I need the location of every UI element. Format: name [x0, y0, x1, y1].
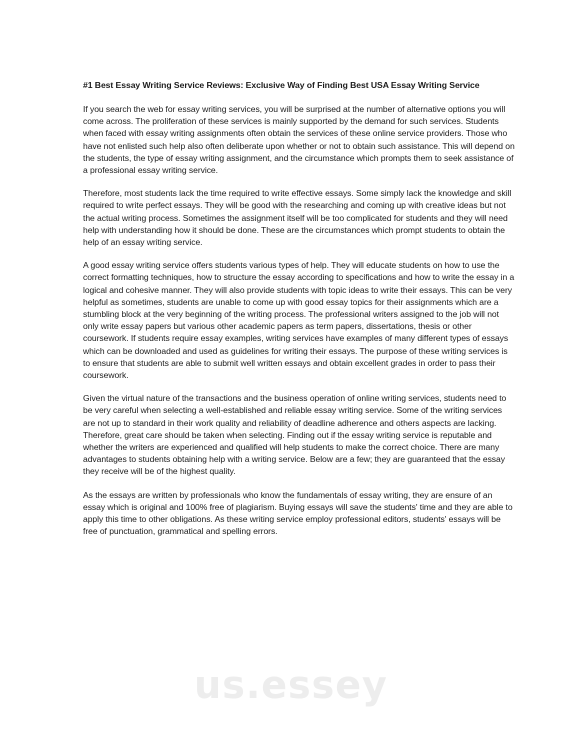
paragraph-1: If you search the web for essay writing services, you will be surprised at the number of alternative options you will come across. The proliferation of these services is mainly supported by the demand for such services. Students when faced with essay writing assignments often obtain the services of these online service providers. Those who have not enlisted such help also often deliberate upon whether or not to obtain such assistance. This will depend on the students, the type of essay writing assignment, and the circumstance which prompts them to seek assistance of a professional essay writing service.: [83, 104, 515, 176]
watermark: us.essey: [194, 663, 388, 707]
paragraph-4: Given the virtual nature of the transactions and the business operation of online writing services, students need to be very careful when selecting a well-established and reliable essay writing service. Some of the writing services are not up to standard in their work quality and reliability of deadline adherence and others aspects are lacking. Therefore, great care should be taken when selecting. Finding out if the essay writing service is reputable and whether the writers are experienced and qualified will help students to make the correct choice. There are many advantages to students obtaining help with a writing service. Below are a few; they are guaranteed that the essay they receive will be of the highest quality.: [83, 393, 507, 477]
document-body: [83, 79, 515, 549]
paragraph-2: Therefore, most students lack the time required to write effective essays. Some simply lack the knowledge and skill required to write perfect essays. They will be good with the researching and coming up with creative ideas but not the actual writing process. Sometimes the assignment itself will be too complicated for students and they will need help with understanding how it should be done. These are the circumstances which prompt students to obtain the help of an essay writing service.: [83, 188, 512, 248]
paragraph-5: As the essays are written by professionals who know the fundamentals of essay writing, they are ensure of an essay which is original and 100% free of plagiarism. Buying essays will save the students' time and they are able to apply this time to other obligations. As these writing service employ professional editors, students' essays will be free of punctuation, grammatical and spelling errors.: [83, 489, 513, 537]
paragraph-3: A good essay writing service offers students various types of help. They will educate students on how to use the correct formatting techniques, how to structure the essay according to specifications and how to write the essay in a logical and cohesive manner. They will also provide students with topic ideas to write their essays. This can be very helpful as sometimes, students are unable to come up with good essay topics for their assignments which are a stumbling block at the very beginning of the writing process. The professional writers assigned to the job will not only write essay papers but various other academic papers as term papers, dissertations, thesis or other coursework. If students require essay examples, writing services have examples of many different types of essays which can be downloaded and used as guidelines for writing their essays. The purpose of these writing services is to ensure that students are able to submit well written essays and obtain excellent grades in order to pass their coursework.: [83, 260, 515, 381]
document-title: #1 Best Essay Writing Service Reviews: Exclusive Way of Finding Best USA Essay Writing Service: [83, 80, 480, 90]
